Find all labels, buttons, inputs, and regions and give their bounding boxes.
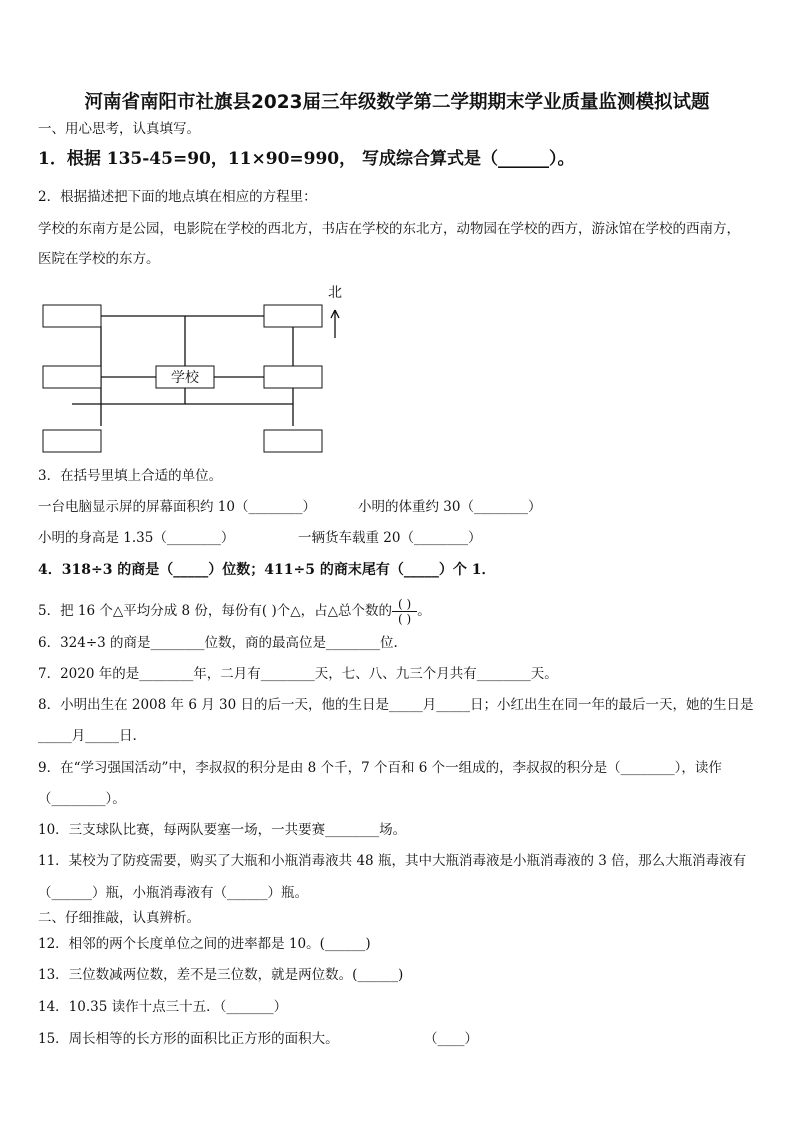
map-box-west[interactable] (43, 366, 101, 388)
fraction-numerator: ( ) (392, 597, 417, 612)
question-10: 10．三支球队比赛，每两队要塞一场，一共要赛________场。 (38, 822, 407, 838)
section-2-heading: 二、仔细推敲，认真辨析。 (38, 910, 200, 926)
map-school-label: 学校 (171, 370, 199, 386)
question-8-line1: 8．小明出生在 2008 年 6 月 30 日的后一天，他的生日是_____月_____日；小红出生在同一年的最后一天，她的生日是 (38, 697, 754, 713)
question-3-c: 小明的身高是 1.35（________） (38, 530, 235, 546)
question-3-b: 小明的体重约 30（________） (358, 499, 542, 515)
question-6: 6．324÷3 的商是________位数，商的最高位是________位. (38, 635, 398, 651)
question-3-d: 一辆货车载重 20（________） (298, 530, 482, 546)
question-9-line1: 9．在“学习强国活动”中，李叔叔的积分是由 8 个千，7 个百和 6 个一组成的，李叔叔的积分是（________），读作 (38, 760, 722, 776)
question-15: 15．周长相等的长方形的面积比正方形的面积大。 (38, 1031, 339, 1047)
question-7: 7．2020 年的是________年，二月有________天，七、八、九三个月共有________天。 (38, 666, 558, 682)
question-14: 14．10.35 读作十点三十五．（_______） (38, 999, 288, 1015)
map-box-east[interactable] (264, 366, 322, 388)
map-box-northwest[interactable] (43, 305, 101, 327)
exam-title: 河南省南阳市社旗县2023届三年级数学第二学期期末学业质量监测模拟试题 (84, 92, 710, 113)
question-5 (38, 597, 431, 626)
question-3-a: 一台电脑显示屏的屏幕面积约 10（________） (38, 499, 316, 515)
question-11-line1: 11．某校为了防疫需要，购买了大瓶和小瓶消毒液共 48 瓶，其中大瓶消毒液是小瓶消毒液的 3 倍，那么大瓶消毒液有 (38, 853, 747, 869)
map-box-southeast[interactable] (264, 430, 322, 452)
question-9-line2: （________）。 (38, 791, 126, 807)
question-11-line2: （______）瓶，小瓶消毒液有（______）瓶。 (38, 885, 308, 901)
question-5-text: 5．把 16 个△平均分成 8 份，每份有( )个△，占△总个数的 (38, 603, 392, 619)
question-2-desc-line1: 学校的东南方是公园，电影院在学校的西北方，书店在学校的东北方，动物园在学校的西方，游泳馆在学校的西南方， (38, 221, 740, 237)
question-12: 12．相邻的两个长度单位之间的进率都是 10。(______) (38, 936, 371, 952)
direction-map (38, 278, 368, 458)
question-1: 1．根据 135-45=90，11×90=990， 写成综合算式是（______）。 (38, 149, 575, 169)
question-2-desc-line2: 医院在学校的东方。 (38, 251, 160, 267)
question-5-end: 。 (417, 603, 431, 619)
map-north-label: 北 (328, 285, 342, 301)
question-15-blank: （____） (424, 1031, 478, 1047)
map-box-southwest[interactable] (43, 430, 101, 452)
section-1-heading: 一、用心思考，认真填写。 (38, 121, 200, 137)
question-3-stem: 3．在括号里填上合适的单位。 (38, 468, 223, 484)
question-13: 13．三位数减两位数，差不是三位数，就是两位数。(______) (38, 967, 404, 983)
question-4: 4．318÷3 的商是（_____）位数；411÷5 的商末尾有（_____）个 1． (38, 562, 496, 578)
question-8-line2: _____月_____日. (38, 728, 137, 744)
question-5-fraction (392, 597, 417, 626)
question-2-stem: 2．根据描述把下面的地点填在相应的方程里： (38, 189, 317, 205)
fraction-denominator: ( ) (398, 612, 412, 626)
map-box-northeast[interactable] (264, 305, 322, 327)
